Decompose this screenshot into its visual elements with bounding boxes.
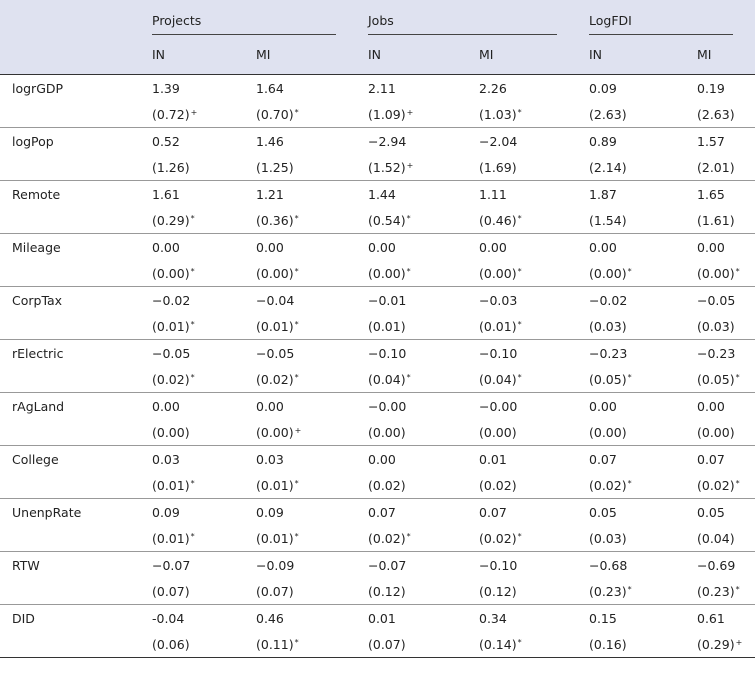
stderr-cell [246,261,358,287]
stderr-cell [469,102,579,128]
estimate-cell: 1.44 [368,187,396,202]
stderr-value: (0.01) [256,531,294,546]
table-row-estimate [0,287,755,315]
stderr-value: (0.04) [368,372,406,387]
stderr-cell [687,208,755,234]
estimate-cell: −0.69 [697,558,736,573]
subcolumn-header: MI [246,35,358,75]
stderr-value: (1.69) [479,160,517,175]
table-header [0,0,755,75]
significance-marker: + [735,638,743,647]
stderr-value: (0.05) [697,372,735,387]
stderr-cell [142,314,246,340]
significance-marker: * [627,479,632,488]
estimate-cell: 0.05 [589,505,617,520]
significance-marker: * [517,373,522,382]
stderr-cell [579,155,687,181]
estimate-cell: 0.07 [697,452,725,467]
variable-name: logPop [12,134,54,149]
stderr-cell [579,420,687,446]
stderr-value: (0.01) [256,319,294,334]
stderr-value: (0.00) [152,425,190,440]
stderr-cell [579,261,687,287]
table-row-stderr [0,155,755,181]
subcolumn-header: MI [687,35,755,75]
stderr-cell [579,367,687,393]
significance-marker: * [190,320,195,329]
stderr-cell [358,208,469,234]
stderr-cell [142,208,246,234]
stderr-value: (0.02) [368,531,406,546]
estimate-cell: −0.05 [152,346,191,361]
estimate-cell: 0.09 [589,81,617,96]
stderr-value: (1.03) [479,107,517,122]
stderr-value: (2.63) [697,107,735,122]
blank-cell [0,314,142,340]
table-row-estimate [0,234,755,262]
estimate-cell: 0.05 [697,505,725,520]
stderr-value: (0.00) [479,425,517,440]
stderr-cell [469,261,579,287]
estimate-cell: -0.04 [152,611,185,626]
significance-marker: * [517,320,522,329]
table-row-stderr [0,526,755,552]
stderr-value: (0.14) [479,637,517,652]
stderr-cell [579,102,687,128]
stderr-cell [358,314,469,340]
estimate-cell: 2.11 [368,81,396,96]
group-header-row [0,0,755,35]
estimate-cell: 0.00 [589,240,617,255]
table-row-stderr [0,261,755,287]
stderr-cell [579,473,687,499]
significance-marker: * [190,267,195,276]
variable-name: Mileage [12,240,61,255]
stderr-cell [358,579,469,605]
estimate-cell: 0.00 [368,452,396,467]
estimate-cell: 1.61 [152,187,180,202]
estimate-cell: 0.34 [479,611,507,626]
stderr-cell [579,579,687,605]
stderr-value: (0.07) [152,584,190,599]
stderr-cell [469,367,579,393]
stderr-value: (0.11) [256,637,294,652]
estimate-cell: −0.68 [589,558,628,573]
estimate-cell: 0.00 [256,240,284,255]
stderr-value: (0.03) [589,531,627,546]
significance-marker: * [517,267,522,276]
blank-cell [0,632,142,658]
table-row-estimate [0,181,755,209]
stderr-cell [687,473,755,499]
stderr-cell [246,102,358,128]
stderr-cell [142,473,246,499]
significance-marker: * [627,373,632,382]
table-row-estimate [0,393,755,421]
stderr-value: (1.09) [368,107,406,122]
stderr-cell [469,632,579,658]
blank-cell [0,526,142,552]
significance-marker: * [294,320,299,329]
estimate-cell: −0.04 [256,293,295,308]
table-row-stderr [0,473,755,499]
corner-cell [0,0,142,35]
stderr-cell [579,526,687,552]
blank-cell [0,579,142,605]
stderr-cell [579,314,687,340]
subcolumn-header: IN [358,35,469,75]
estimate-cell: 2.26 [479,81,507,96]
stderr-value: (0.05) [589,372,627,387]
stderr-value: (0.01) [479,319,517,334]
stderr-cell [687,632,755,658]
significance-marker: * [294,373,299,382]
stderr-value: (0.02) [256,372,294,387]
estimate-cell: −0.02 [589,293,628,308]
blank-cell [0,102,142,128]
estimate-cell: 1.57 [697,134,725,149]
stderr-cell [687,420,755,446]
estimate-cell: −0.00 [368,399,407,414]
estimate-cell: 0.19 [697,81,725,96]
significance-marker: * [294,214,299,223]
estimate-cell: 1.39 [152,81,180,96]
estimate-cell: 1.64 [256,81,284,96]
stderr-cell [469,526,579,552]
stderr-cell [142,155,246,181]
stderr-cell [246,155,358,181]
table-row-estimate [0,499,755,527]
estimate-cell: 0.00 [697,240,725,255]
estimate-cell: −0.07 [152,558,191,573]
table-row-stderr [0,314,755,340]
stderr-cell [246,473,358,499]
variable-name: DID [12,611,35,626]
variable-name: logrGDP [12,81,64,96]
significance-marker: + [406,108,414,117]
significance-marker: * [735,373,740,382]
significance-marker: * [294,638,299,647]
stderr-value: (0.16) [589,637,627,652]
variable-name: CorpTax [12,293,63,308]
significance-marker: * [517,532,522,541]
stderr-value: (0.00) [697,425,735,440]
significance-marker: * [406,267,411,276]
blank-cell [0,208,142,234]
stderr-value: (0.46) [479,213,517,228]
stderr-value: (0.12) [368,584,406,599]
stderr-cell [142,102,246,128]
stderr-value: (2.63) [589,107,627,122]
significance-marker: * [627,585,632,594]
estimate-cell: 0.61 [697,611,725,626]
estimate-cell: 0.07 [368,505,396,520]
stderr-cell [687,314,755,340]
stderr-cell [469,473,579,499]
subcolumn-header: IN [142,35,246,75]
table-row-stderr [0,208,755,234]
significance-marker: * [627,267,632,276]
stderr-cell [246,526,358,552]
table-row-stderr [0,420,755,446]
estimate-cell: −0.23 [697,346,736,361]
table-row-stderr [0,102,755,128]
estimate-cell: −0.00 [479,399,518,414]
stderr-cell [358,102,469,128]
group-header-jobs: Jobs [358,0,579,35]
stderr-value: (2.14) [589,160,627,175]
stderr-value: (0.29) [697,637,735,652]
stderr-value: (0.01) [152,531,190,546]
estimate-cell: −0.23 [589,346,628,361]
stderr-value: (0.01) [152,478,190,493]
significance-marker: * [517,108,522,117]
blank-cell [0,473,142,499]
stderr-value: (0.02) [697,478,735,493]
table-row-stderr [0,579,755,605]
estimate-cell: 0.09 [152,505,180,520]
estimate-cell: 1.21 [256,187,284,202]
stderr-cell [469,155,579,181]
table-row-estimate [0,552,755,580]
stderr-value: (0.00) [589,266,627,281]
stderr-cell [687,526,755,552]
table-body [0,75,755,658]
significance-marker: * [735,267,740,276]
table-row-estimate [0,75,755,103]
stderr-value: (0.06) [152,637,190,652]
table-row-estimate [0,128,755,156]
blank-cell [0,367,142,393]
estimate-cell: 0.15 [589,611,617,626]
significance-marker: + [406,161,414,170]
significance-marker: * [294,532,299,541]
estimate-cell: −0.09 [256,558,295,573]
significance-marker: * [517,214,522,223]
estimate-cell: 1.11 [479,187,507,202]
estimate-cell: −2.94 [368,134,407,149]
stderr-cell [246,579,358,605]
estimate-cell: −2.04 [479,134,518,149]
estimate-cell: −0.02 [152,293,191,308]
stderr-value: (0.12) [479,584,517,599]
variable-name: rElectric [12,346,64,361]
stderr-value: (0.00) [256,266,294,281]
subcolumn-header: MI [469,35,579,75]
stderr-value: (0.01) [152,319,190,334]
stderr-value: (0.23) [697,584,735,599]
stderr-cell [687,102,755,128]
estimate-cell: 0.07 [589,452,617,467]
stderr-value: (0.02) [479,531,517,546]
stderr-cell [142,420,246,446]
variable-name: rAgLand [12,399,65,414]
estimate-cell: −0.03 [479,293,518,308]
estimate-cell: −0.10 [479,346,518,361]
significance-marker: * [406,214,411,223]
stderr-value: (0.02) [479,478,517,493]
stderr-value: (0.02) [589,478,627,493]
stderr-cell [142,632,246,658]
stderr-cell [469,314,579,340]
estimate-cell: 0.00 [152,240,180,255]
estimate-cell: 0.09 [256,505,284,520]
stderr-cell [469,420,579,446]
table-row-estimate [0,340,755,368]
stderr-cell [246,632,358,658]
stderr-value: (0.00) [479,266,517,281]
estimate-cell: −0.10 [368,346,407,361]
significance-marker: * [735,585,740,594]
stderr-cell [687,367,755,393]
estimate-cell: 1.65 [697,187,725,202]
stderr-value: (0.54) [368,213,406,228]
stderr-value: (0.01) [256,478,294,493]
variable-name: UnenpRate [12,505,82,520]
estimate-cell: 0.52 [152,134,180,149]
stderr-cell [469,208,579,234]
blank-cell [0,261,142,287]
estimate-cell: 0.00 [697,399,725,414]
table-row-stderr [0,367,755,393]
estimate-cell: 0.00 [152,399,180,414]
stderr-value: (0.07) [368,637,406,652]
stderr-value: (0.07) [256,584,294,599]
estimate-cell: 0.46 [256,611,284,626]
significance-marker: * [735,479,740,488]
blank-cell [0,420,142,446]
estimate-cell: −0.05 [256,346,295,361]
table-row-estimate [0,446,755,474]
table-row-estimate [0,605,755,633]
significance-marker: * [190,479,195,488]
stderr-value: (0.00) [697,266,735,281]
estimate-cell: 0.00 [256,399,284,414]
significance-marker: * [406,373,411,382]
variable-name: RTW [12,558,40,573]
stderr-value: (1.54) [589,213,627,228]
estimate-cell: 0.00 [589,399,617,414]
stderr-value: (0.03) [697,319,735,334]
estimate-cell: 0.00 [368,240,396,255]
significance-marker: + [190,108,198,117]
stderr-cell [687,579,755,605]
estimate-cell: −0.10 [479,558,518,573]
estimate-cell: −0.07 [368,558,407,573]
stderr-cell [469,579,579,605]
significance-marker: * [190,373,195,382]
significance-marker: * [294,108,299,117]
estimate-cell: 0.07 [479,505,507,520]
stderr-cell [358,526,469,552]
stderr-cell [246,314,358,340]
stderr-value: (0.36) [256,213,294,228]
blank-cell [0,155,142,181]
subcolumn-header: IN [579,35,687,75]
estimate-cell: 0.03 [256,452,284,467]
stderr-value: (1.26) [152,160,190,175]
stderr-value: (0.00) [256,425,294,440]
stderr-value: (1.61) [697,213,735,228]
estimate-cell: −0.01 [368,293,407,308]
stderr-cell [246,208,358,234]
stderr-cell [358,367,469,393]
stderr-value: (0.29) [152,213,190,228]
stderr-cell [579,632,687,658]
estimate-cell: 0.01 [368,611,396,626]
variable-name: Remote [12,187,61,202]
stderr-value: (0.04) [479,372,517,387]
estimate-cell: 1.87 [589,187,617,202]
stderr-cell [358,155,469,181]
stderr-value: (0.02) [368,478,406,493]
significance-marker: * [517,638,522,647]
stderr-value: (0.01) [368,319,406,334]
stderr-value: (0.00) [152,266,190,281]
stderr-cell [246,367,358,393]
stderr-value: (0.00) [368,425,406,440]
stderr-value: (0.72) [152,107,190,122]
estimate-cell: 0.03 [152,452,180,467]
estimate-cell: 0.00 [479,240,507,255]
stderr-value: (0.70) [256,107,294,122]
corner-cell [0,35,142,75]
stderr-cell [358,632,469,658]
significance-marker: + [294,426,302,435]
significance-marker: * [294,479,299,488]
stderr-value: (0.23) [589,584,627,599]
subcolumn-header-row [0,35,755,75]
stderr-cell [687,261,755,287]
stderr-value: (1.52) [368,160,406,175]
group-header-logfdi: LogFDI [579,0,755,35]
stderr-cell [579,208,687,234]
stderr-cell [246,420,358,446]
stderr-value: (0.04) [697,531,735,546]
stderr-value: (2.01) [697,160,735,175]
stderr-cell [358,420,469,446]
significance-marker: * [190,214,195,223]
stderr-cell [142,261,246,287]
significance-marker: * [190,532,195,541]
estimate-cell: 0.01 [479,452,507,467]
stderr-value: (0.00) [368,266,406,281]
stderr-cell [142,367,246,393]
stderr-value: (0.00) [589,425,627,440]
stderr-cell [142,526,246,552]
estimate-cell: −0.05 [697,293,736,308]
stderr-cell [142,579,246,605]
estimate-cell: 1.46 [256,134,284,149]
stderr-cell [687,155,755,181]
stderr-cell [358,473,469,499]
significance-marker: * [294,267,299,276]
stderr-value: (0.02) [152,372,190,387]
stderr-cell [358,261,469,287]
significance-marker: * [406,532,411,541]
variable-name: College [12,452,59,467]
stderr-value: (0.03) [589,319,627,334]
table-row-stderr [0,632,755,658]
group-header-projects: Projects [142,0,358,35]
estimate-cell: 0.89 [589,134,617,149]
stderr-value: (1.25) [256,160,294,175]
